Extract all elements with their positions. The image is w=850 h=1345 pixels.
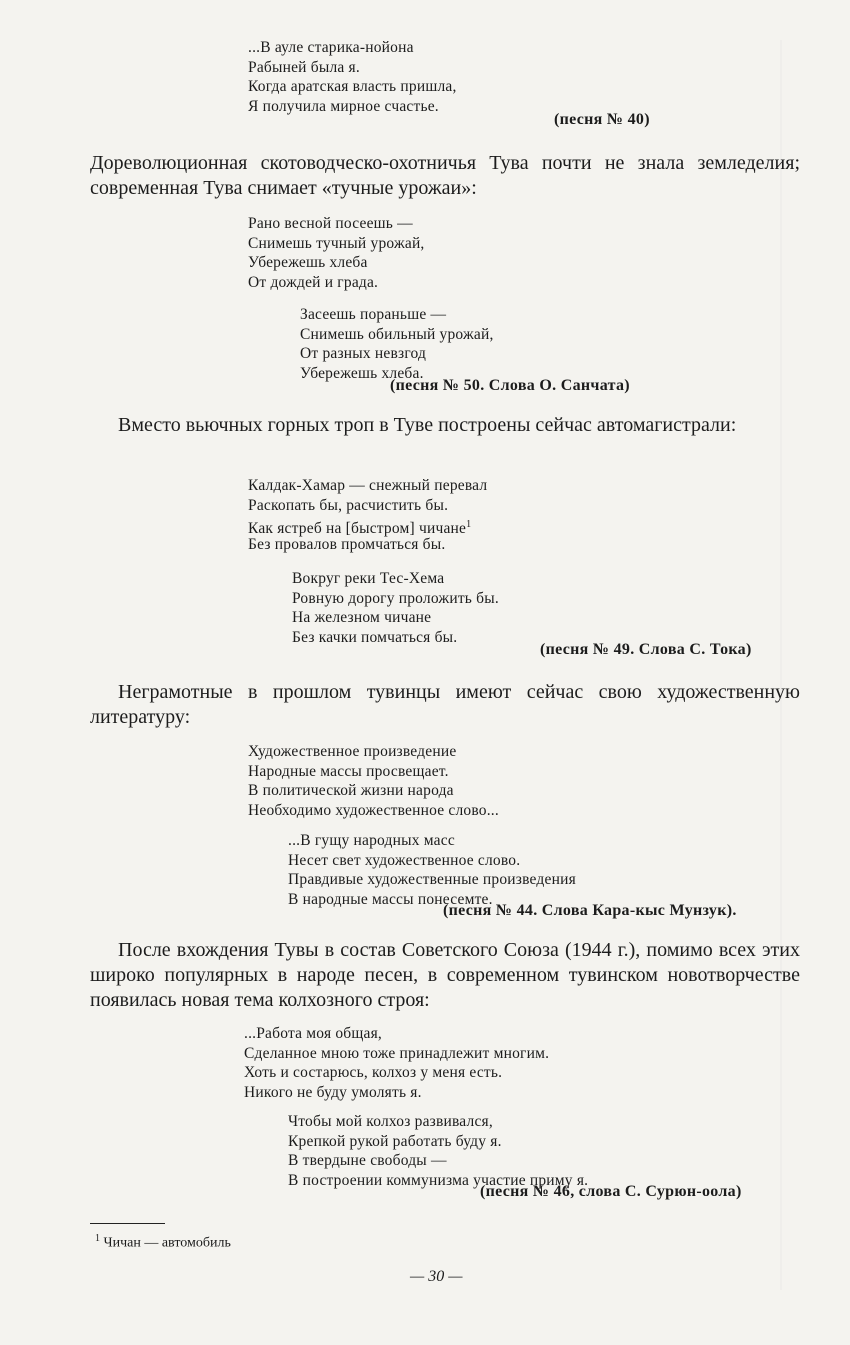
- stanza-song-46-part2: [288, 1112, 588, 1190]
- caption-song-40: (песня № 40): [554, 111, 650, 128]
- verse-line: Засеешь пораньше —: [300, 306, 447, 323]
- stanza-song-49-part1: [248, 476, 487, 554]
- verse-line: Я получила мирное счастье.: [248, 97, 439, 115]
- verse-line: Художественное произведение: [248, 743, 457, 760]
- footnote-marker: 1: [466, 519, 472, 530]
- verse-line: [248, 515, 487, 538]
- verse-line: На железном чичане: [292, 609, 432, 626]
- verse-line: Когда аратская власть пришла,: [248, 78, 457, 95]
- verse-line: В твердыне свободы —: [288, 1152, 447, 1169]
- verse-line: Ровную дорогу проложить бы.: [292, 589, 499, 607]
- verse-line: От разных невзгод: [300, 345, 427, 362]
- footnote-number: 1: [95, 1233, 100, 1244]
- stanza-song-40: [248, 38, 457, 116]
- verse-line: Несет свет художественное слово.: [288, 851, 521, 869]
- caption-song-50: (песня № 50. Слова О. Санчата): [390, 377, 630, 394]
- verse-line: Убережешь хлеба.: [300, 364, 424, 382]
- verse-line: Необходимо художественное слово...: [248, 801, 499, 819]
- stanza-song-49-part2: [292, 569, 499, 647]
- verse-line: Без качки помчаться бы.: [292, 628, 458, 646]
- verse-line: Снимешь тучный урожай,: [248, 234, 425, 252]
- verse-line: ...Работа моя общая,: [244, 1025, 382, 1042]
- footnote-text: Чичан — автомобиль: [103, 1235, 231, 1251]
- stanza-song-50-part2: [300, 305, 494, 383]
- footnote-divider: [90, 1223, 165, 1224]
- verse-line: Рано весной посеешь —: [248, 215, 413, 232]
- verse-line: Без провалов промчаться бы.: [248, 535, 446, 553]
- verse-line: Снимешь обильный урожай,: [300, 325, 494, 343]
- verse-line-text: Как ястреб на [быстром] чичане: [248, 520, 467, 538]
- verse-line: Крепкой рукой работать буду я.: [288, 1132, 502, 1150]
- verse-line: Никого не буду умолять я.: [244, 1083, 422, 1101]
- verse-line: В политической жизни народа: [248, 782, 454, 799]
- stanza-song-50-part1: [248, 214, 425, 292]
- paragraph-highways: Вместо вьючных горных троп в Туве построены сейчас автомагистрали:: [118, 414, 737, 436]
- caption-song-44: (песня № 44. Слова Кара-кыс Мунзук).: [443, 902, 737, 919]
- verse-line: ...В ауле старика-нойона: [248, 39, 414, 56]
- verse-line: Сделанное мною тоже принадлежит многим.: [244, 1044, 550, 1062]
- paragraph-agriculture: Дореволюционная скотоводческо-охотничья Тува почти не знала земледелия; современная Тува снимает «тучные урожаи»:: [90, 152, 800, 199]
- stanza-song-44-part2: [288, 831, 576, 909]
- caption-song-49: (песня № 49. Слова С. Тока): [540, 641, 752, 658]
- stanza-song-44-part1: [248, 742, 499, 820]
- verse-line: Убережешь хлеба: [248, 254, 368, 271]
- paragraph-literature: Неграмотные в прошлом тувинцы имеют сейчас свою художественную литературу:: [90, 681, 800, 728]
- verse-line: Раскопать бы, расчистить бы.: [248, 496, 449, 514]
- footnote: [95, 1233, 231, 1252]
- verse-line: От дождей и града.: [248, 273, 379, 291]
- verse-line: Правдивые художественные произведения: [288, 871, 576, 888]
- stanza-song-46-part1: [244, 1024, 549, 1102]
- paragraph-kolkhoz: После вхождения Тувы в состав Советского Союза (1944 г.), помимо всех этих широко популярных в народе песен, в современном тувинском новотворчестве появилась новая тема колхозного строя:: [90, 939, 800, 1011]
- verse-line: Чтобы мой колхоз развивался,: [288, 1113, 493, 1130]
- verse-line: Рабыней была я.: [248, 58, 360, 76]
- verse-line: ...В гущу народных масс: [288, 832, 455, 849]
- page-number: — 30 —: [410, 1268, 463, 1285]
- verse-line: Народные массы просвещает.: [248, 762, 449, 780]
- caption-song-46: (песня № 46, слова С. Сурюн-оола): [480, 1183, 742, 1200]
- verse-line: В построении коммунизма участие приму я.: [288, 1171, 589, 1189]
- verse-line: Калдак-Хамар — снежный перевал: [248, 477, 488, 494]
- bleed-through-texture: [780, 40, 840, 1290]
- verse-line: В народные массы понесемте.: [288, 890, 493, 908]
- verse-line: Хоть и состарюсь, колхоз у меня есть.: [244, 1064, 503, 1081]
- verse-line: Вокруг реки Тес-Хема: [292, 570, 445, 587]
